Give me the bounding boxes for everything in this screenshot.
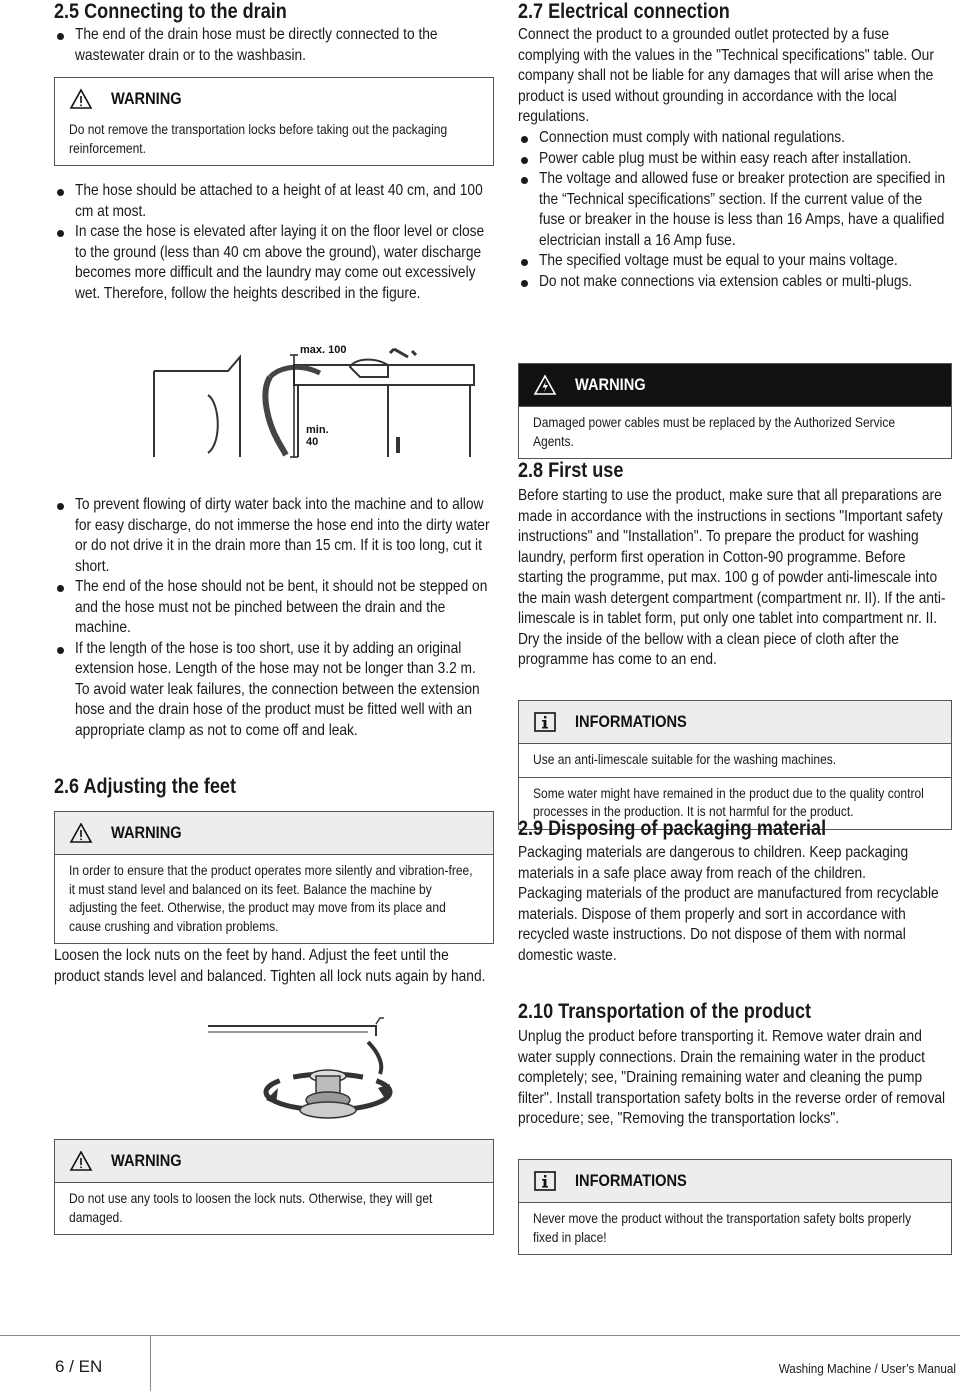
feet-paragraph: Loosen the lock nuts on the feet by hand. Adjust the feet until the product stands level and balanced. Tighten all lock nuts again by hand.	[54, 947, 486, 985]
section-title-2-7: 2.7 Electrical connection	[518, 0, 730, 23]
list-item: The end of the hose should not be bent, it should not be stepped on and the hose must not be pinched between the drain and the machine.	[54, 577, 494, 639]
warning-label: WARNING	[111, 1151, 182, 1170]
transport-paragraph: Unplug the product before transporting it. Remove water drain and water supply connections. Drain the remaining water in the product completely; see, "Draining remaining water and cleaning the pump filter". Install transportation safety bolts in the reverse order of removal procedure; see, "Removing the transportation locks".	[518, 1028, 946, 1127]
warning-text: Damaged power cables must be replaced by the Authorized Service Agents.	[533, 414, 896, 449]
list-item: To prevent flowing of dirty water back into the machine and to allow for easy discharge, do not immerse the hose end into the dirty water or do not drive it in the drain more than 15 cm. If it is too long, cut it short.	[54, 495, 494, 577]
footer-separator	[150, 1335, 151, 1391]
list-item: The end of the drain hose must be directly connected to the wastewater drain or to the washbasin.	[54, 25, 494, 66]
drain-height-figure	[150, 333, 480, 458]
section-title-2-9: 2.9 Disposing of packaging material	[518, 817, 827, 840]
info-label: INFORMATIONS	[575, 712, 687, 731]
list-item: The voltage and allowed fuse or breaker protection are specified in the “Technical specifications” section. If the current value of the fuse or breaker in the house is less than 16 Amps, have a qualified electrician install a 16 Amp fuse.	[518, 169, 952, 251]
warning-triangle-icon	[69, 1150, 93, 1172]
warning-label: WARNING	[111, 89, 182, 108]
page-number: 6 / EN	[55, 1357, 103, 1376]
list-item: Connection must comply with national regulations.	[518, 128, 952, 149]
footer-divider	[0, 1335, 960, 1336]
warning-text: Do not use any tools to loosen the lock nuts. Otherwise, they will get damaged.	[69, 1190, 433, 1225]
list-drain-2	[54, 181, 494, 304]
max-height-label: max. 100	[300, 344, 347, 356]
packaging-paragraphs: Packaging materials are dangerous to children. Keep packaging materials in a safe place away from reach of the children. Packaging materials of the product are manufactured from recyclable materials. Dispose of them properly and sort in accordance with recycled waste instructions. Do not dispose of them with normal domestic waste.	[518, 844, 939, 964]
section-title-2-6: 2.6 Adjusting the feet	[54, 775, 236, 798]
info-label: INFORMATIONS	[575, 1171, 687, 1190]
section-title-2-8: 2.8 First use	[518, 459, 624, 482]
list-drain-3	[54, 495, 494, 741]
warning-text: Do not remove the transportation locks before taking out the packaging reinforcement.	[69, 121, 448, 156]
list-item: The specified voltage must be equal to your mains voltage.	[518, 251, 952, 272]
list-electrical	[518, 128, 952, 292]
info-text: Never move the product without the transportation safety bolts properly fixed in place!	[533, 1210, 912, 1245]
warning-label: WARNING	[111, 823, 182, 842]
info-box-first-use	[518, 700, 952, 830]
warning-text: In order to ensure that the product operates more silently and vibration-free, it must stand level and balanced on its feet. Balance the machine by adjusting the feet. Otherwise, the product may move from its place and cause crushing and vibration problems.	[69, 862, 473, 934]
list-item: If the length of the hose is too short, use it by adding an original extension hose. Length of the hose may not be longer than 3.2 m. To avoid water leak failures, the connection between the extension hose and the drain hose of the product must be fitted well with an appropriate clamp as not to come off and leak.	[54, 639, 494, 742]
info-icon	[533, 711, 557, 733]
info-icon	[533, 1170, 557, 1192]
electric-warning-icon	[533, 374, 557, 396]
manual-title: Washing Machine / User’s Manual	[778, 1361, 956, 1376]
section-title-2-10: 2.10 Transportation of the product	[518, 1000, 812, 1023]
list-item: In case the hose is elevated after laying it on the floor level or close to the ground (less than 40 cm above the ground), water discharge becomes more difficult and the laundry may come out excessively wet. Therefore, follow the heights described in the figure.	[54, 222, 494, 304]
electrical-paragraph: Connect the product to a grounded outlet protected by a fuse complying with the values in the "Technical specifications" table. Our company shall not be liable for any damages that will arise when the product is used without grounding in accordance with the local regulations.	[518, 26, 934, 125]
warning-label: WARNING	[575, 375, 646, 394]
warning-triangle-icon	[69, 822, 93, 844]
list-item: Power cable plug must be within easy reach after installation.	[518, 149, 952, 170]
warning-box-tools	[54, 1139, 494, 1235]
warning-box-feet	[54, 811, 494, 944]
list-item: Do not make connections via extension cables or multi-plugs.	[518, 272, 952, 293]
info-box-transport	[518, 1159, 952, 1255]
page-footer	[0, 1335, 960, 1391]
min-height-value: 40	[306, 436, 319, 448]
warning-box-locks	[54, 77, 494, 166]
info-text: Some water might have remained in the product due to the quality control processes in the production. It is not harmful for the product.	[533, 784, 924, 819]
section-title-2-5: 2.5 Connecting to the drain	[54, 0, 287, 23]
warning-box-electrical	[518, 363, 952, 459]
min-height-label: min.	[306, 424, 329, 436]
first-use-paragraph: Before starting to use the product, make sure that all preparations are made in accordance with the instructions in sections "Important safety instructions" and "Installation". To prepare the product for washing laundry, perform first operation in Cotton-90 programme. Before starting the programme, put max. 100 g of powder anti-limescale into the main wash detergent compartment (compartment nr. II). If the anti-limescale is in tablet form, put only one tablet into compartment nr. II. Dry the inside of the bellow with a clean piece of cloth after the programme has come to an end.	[518, 487, 946, 668]
info-text: Use an anti-limescale suitable for the washing machines.	[533, 751, 837, 767]
list-item: The hose should be attached to a height of at least 40 cm, and 100 cm at most.	[54, 181, 494, 222]
warning-triangle-icon	[69, 88, 93, 110]
list-drain-1	[54, 25, 494, 66]
foot-adjust-figure	[208, 1014, 438, 1126]
